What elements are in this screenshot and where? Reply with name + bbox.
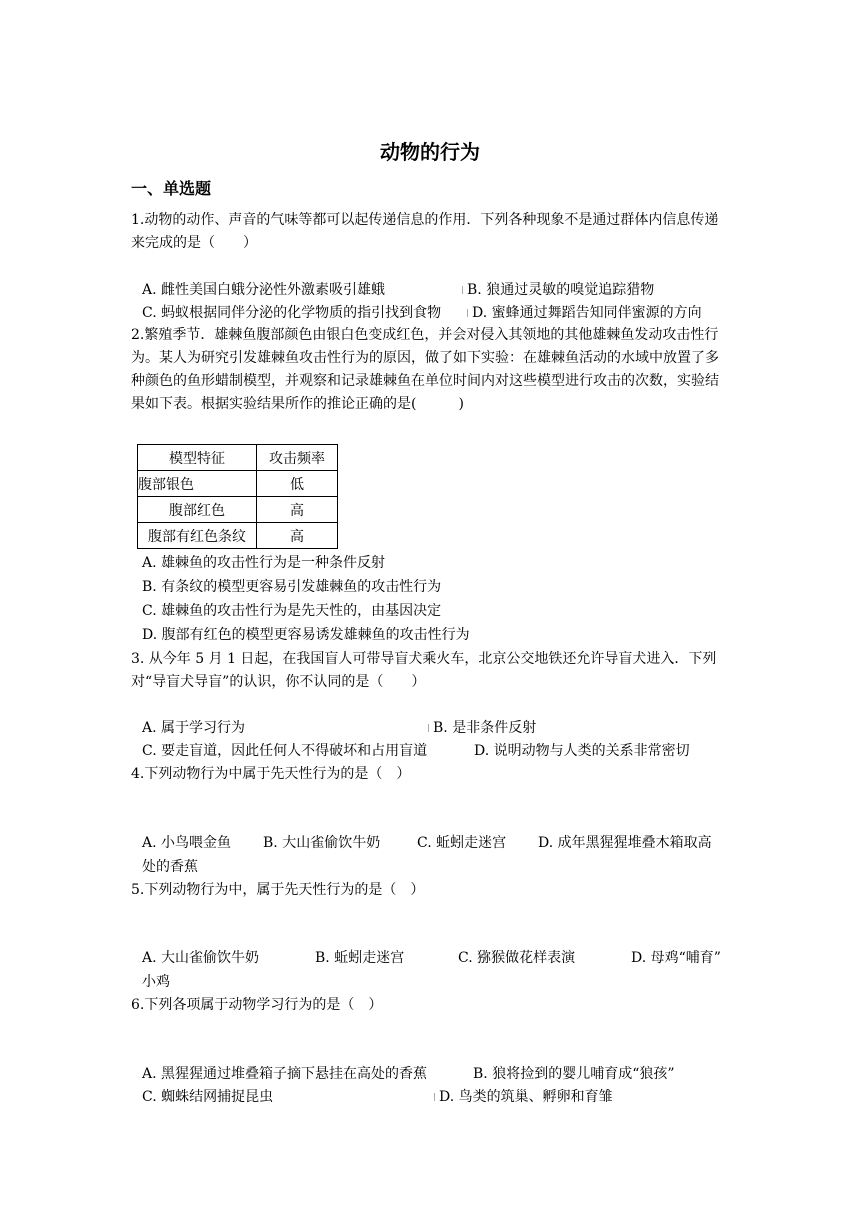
q3-option-b[interactable]	[428, 718, 536, 738]
question-2-stem: 2.繁殖季节．雄棘鱼腹部颜色由银白色变成红色，并会对侵入其领地的其他雄棘鱼发动攻击性行为。某人为研究引发雄棘鱼攻击性行为的原因，做了如下实验：在雄棘鱼活动的水域中放置了多种颜色的鱼形蜡制模型，并观察和记录雄棘鱼在单位时间内对这些模型进行攻击的次数，实验结果如下表。根据实验结果所作的推论正确的是( )	[131, 327, 719, 412]
table-row	[138, 497, 338, 523]
q2-option-c[interactable]: C. 雄棘鱼的攻击性行为是先天性的，由基因决定	[142, 603, 442, 619]
q3-option-b-label: B. 是非条件反射	[433, 720, 537, 736]
question-6-stem: 6.下列各项属于动物学习行为的是（ ）	[131, 997, 383, 1013]
section-heading: 一、单选题	[131, 179, 212, 198]
question-3-stem: 3. 从今年 5 月 1 日起，在我国盲人可带导盲犬乘火车，北京公交地铁还允许导盲犬进入．下列对“导盲犬导盲”的认识，你不认同的是（ ）	[131, 651, 717, 690]
table-row	[138, 523, 338, 549]
table-cell: 低	[257, 471, 338, 497]
q4-option-a[interactable]: A. 小鸟喂金鱼	[142, 835, 232, 851]
q4-option-b[interactable]: B. 大山雀偷饮牛奶	[263, 835, 381, 851]
q6-option-b[interactable]: B. 狼将捡到的婴儿哺育成“狼孩”	[473, 1066, 675, 1082]
q5-option-a[interactable]: A. 大山雀偷饮牛奶	[142, 950, 260, 966]
table-cell: 高	[257, 497, 338, 523]
q4-option-d[interactable]: D. 成年黑猩猩堆叠木箱取高	[538, 835, 712, 851]
q1-option-a[interactable]: A. 雌性美国白蛾分泌性外激素吸引雄蛾	[142, 282, 386, 298]
q3-option-a[interactable]: A. 属于学习行为	[142, 720, 246, 736]
table-cell: 腹部红色	[138, 497, 257, 523]
q1-option-b[interactable]	[462, 280, 654, 300]
table-header-row	[138, 445, 338, 471]
q5-option-c[interactable]: C. 猕猴做花样表演	[458, 950, 576, 966]
q1-option-b-label: B. 狼通过灵敏的嗅觉追踪猎物	[467, 282, 655, 298]
option-marker-icon	[467, 309, 471, 317]
q1-option-d[interactable]	[467, 303, 702, 323]
q5-option-d-continued: 小鸡	[142, 974, 170, 990]
option-marker-icon	[434, 1093, 438, 1101]
question-5-stem: 5.下列动物行为中，属于先天性行为的是（ ）	[131, 882, 425, 898]
table-header-cell: 模型特征	[138, 445, 257, 471]
q5-option-d[interactable]: D. 母鸡“哺育”	[631, 950, 721, 966]
q2-option-b[interactable]: B. 有条纹的模型更容易引发雄棘鱼的攻击性行为	[142, 579, 442, 595]
q1-option-c[interactable]: C. 蚂蚁根据同伴分泌的化学物质的指引找到食物	[142, 305, 442, 321]
q4-option-d-continued: 处的香蕉	[142, 859, 198, 875]
question-1-stem: 1.动物的动作、声音的气味等都可以起传递信息的作用．下列各种现象不是通过群体内信息传递来完成的是（ ）	[131, 212, 719, 251]
page-title: 动物的行为	[380, 140, 480, 164]
q1-option-d-label: D. 蜜蜂通过舞蹈告知同伴蜜源的方向	[472, 305, 702, 321]
table-cell: 腹部银色	[138, 471, 257, 497]
q2-option-d[interactable]: D. 腹部有红色的模型更容易诱发雄棘鱼的攻击性行为	[142, 627, 470, 643]
table-cell: 高	[257, 523, 338, 549]
q6-option-c[interactable]: C. 蜘蛛结网捕捉昆虫	[142, 1089, 274, 1105]
table-cell: 腹部有红色条纹	[138, 523, 257, 549]
q2-option-a[interactable]: A. 雄棘鱼的攻击性行为是一种条件反射	[142, 555, 386, 571]
q6-option-d-label: D. 鸟类的筑巢、孵卵和育雏	[439, 1089, 613, 1105]
q3-option-c[interactable]: C. 要走盲道，因此任何人不得破坏和占用盲道	[142, 743, 428, 759]
table-row	[138, 471, 338, 497]
option-marker-icon	[428, 724, 432, 732]
q3-option-d[interactable]: D. 说明动物与人类的关系非常密切	[474, 743, 690, 759]
question-4-stem: 4.下列动物行为中属于先天性行为的是（ ）	[131, 766, 411, 782]
q6-option-d[interactable]	[434, 1087, 613, 1107]
q4-option-c[interactable]: C. 蚯蚓走迷宫	[417, 835, 507, 851]
table-header-cell: 攻击频率	[257, 445, 338, 471]
experiment-table	[137, 444, 338, 549]
option-marker-icon	[462, 286, 466, 294]
q5-option-b[interactable]: B. 蚯蚓走迷宫	[315, 950, 405, 966]
q6-option-a[interactable]: A. 黑猩猩通过堆叠箱子摘下悬挂在高处的香蕉	[142, 1066, 428, 1082]
